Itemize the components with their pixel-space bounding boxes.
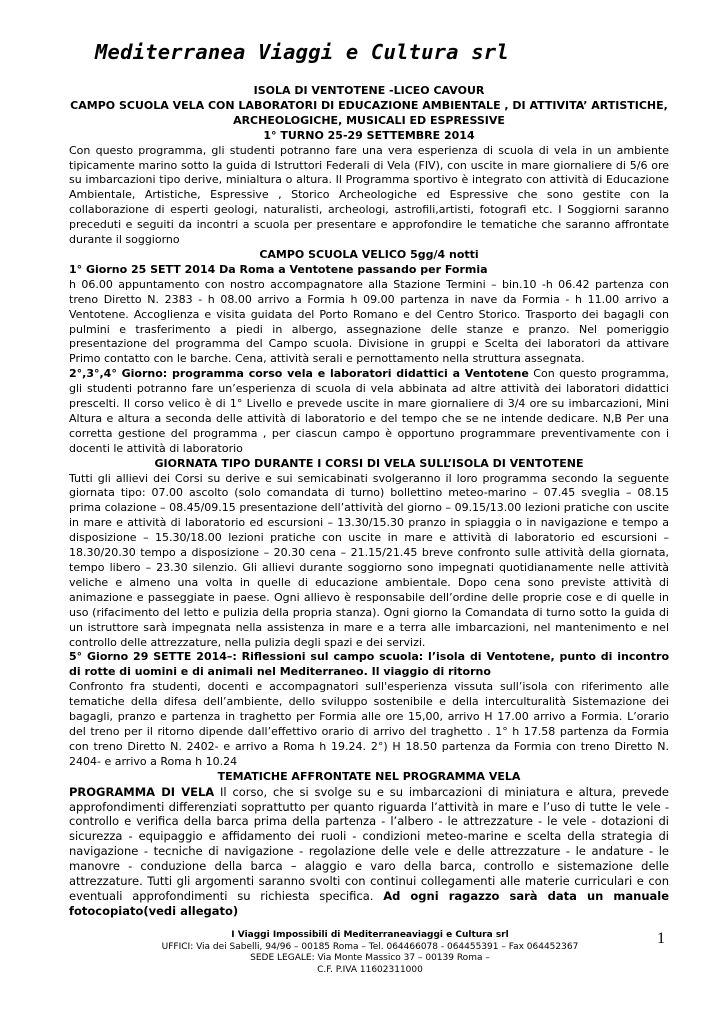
- page-footer: [110, 930, 630, 976]
- day1-text: h 06.00 appuntamento con nostro accompagnatore alla Stazione Termini – bin.10 -h 06.42 partenza con treno Diretto N. 2383 - h 08.00 arrivo a Formia h 09.00 partenza in nave da Formia - h 11.00 arrivo a Ventotene. Accoglienza e visita guidata del Porto Romano e del Centro Storico. Trasporto dei bagagli con pulmini e trasferimento a piedi in albergo, assegnazione delle stanze e pranzo. Nel pomeriggio presentazione del programma del Campo scuola. Divisione in gruppi e Scelta dei laboratori da attivare Primo contatto con le barche. Cena, attività serali e pernottamento nella struttura assegnata.: [69, 277, 669, 366]
- footer-line-2: UFFICI: Via dei Sabelli, 94/96 – 00185 Roma – Tel. 064466078 - 064455391 – Fax 064452367: [161, 941, 579, 952]
- footer-line-4: C.F. P.IVA 11602311000: [317, 964, 423, 975]
- document-body: [69, 84, 669, 919]
- title-line-2: CAMPO SCUOLA VELA CON LABORATORI DI EDUCAZIONE AMBIENTALE , DI ATTIVITA’ ARTISTICHE, ARCHEOLOGICHE, MUSICALI ED ESPRESSIVE: [70, 98, 668, 127]
- manual-note: Ad ogni ragazzo sarà data un manuale fotocopiato(vedi allegato): [69, 888, 670, 918]
- page-number: 1: [657, 930, 665, 947]
- typical-day-heading: GIORNATA TIPO DURANTE I CORSI DI VELA SULL’ISOLA DI VENTOTENE: [154, 456, 584, 470]
- days234-section: [69, 367, 669, 456]
- sailing-program-label: PROGRAMMA DI VELA: [69, 784, 215, 799]
- intro-paragraph: Con questo programma, gli studenti potranno fare una vera esperienza di scuola di vela in un ambiente tipicamente marino sotto la guida di Istruttori Federali di Vela (FIV), con uscite in mare giornaliere di 5/6 ore su imbarcazioni tipo derive, minialtura o altura. Il Programma sportivo è integrato con attività di Educazione Ambientale, Artistiche, Espressive , Storico Archeologiche ed Espressive che sono gestite con la collaborazione di esperti geologi, naturalisti, archeologi, astrofili,artisti, fotografi etc. I Soggiorni saranno preceduti e seguiti da incontri a scuola per presentare e approfondire le tematiche che saranno affrontate durante il soggiorno: [69, 143, 669, 247]
- footer-line-1: I Viaggi Impossibili di Mediterraneaviaggi e Cultura srl: [231, 930, 509, 940]
- footer-line-3: SEDE LEGALE: Via Monte Massico 37 – 00139 Roma –: [250, 953, 490, 963]
- days234-heading: 2°,3°,4° Giorno: programma corso vela e laboratori didattici a Ventotene: [69, 367, 529, 381]
- themes-section: [69, 785, 669, 919]
- title-line-1: ISOLA DI VENTOTENE -LICEO CAVOUR: [253, 84, 485, 97]
- day1-heading: 1° Giorno 25 SETT 2014 Da Roma a Ventotene passando per Formia: [69, 262, 488, 276]
- day5-text: Confronto fra studenti, docenti e accompagnatori sull'esperienza vissuta sull’isola con riferimento alle tematiche della difesa dell’ambiente, dello sviluppo sostenibile e della interculturalità Sistemazione dei bagagli, pranzo e partenza in traghetto per Formia alle ore 15,00, arrivo H 17.00 arrivo a Formia. L’orario del treno per il ritorno dipende dall’effettivo orario di arrivo del traghetto . 1° h 17.58 partenza da Formia con treno Diretto N. 2402- e arrivo a Roma h 19.24. 2°) H 18.50 partenza da Formia con treno Diretto N. 2404- e arrivo a Roma h 10.24: [69, 680, 669, 768]
- themes-text: Il corso, che si svolge su e su imbarcazioni di miniatura e altura, prevede approfondimenti differenziati soprattutto per quanto riguarda l’attività in mare e l’uso di tutte le vele - controllo e verifica della barca prima della partenza - l’albero - le attrezzature - le vele - dotazioni di sicurezza - equipaggio e affidamento dei ruoli - condizioni meteo-marine e scelta della strategia di navigazione - tecniche di navigazione - regolazione delle vele e delle attrezzature - le andature - le manovre - conduzione della barca – alaggio e varo della barca, controllo e sistemazione delle attrezzature. Tutti gli argomenti saranno svolti con continui collegamenti alle materie curriculari e con eventuali approfondimenti su richiesta specifica.: [69, 784, 670, 903]
- themes-heading: TEMATICHE AFFRONTATE NEL PROGRAMMA VELA: [217, 769, 521, 783]
- company-name: Mediterranea Viaggi e Cultura srl: [95, 40, 509, 64]
- typical-day-text: Tutti gli allievi dei Corsi su derive e sui semicabinati svolgeranno il loro programma secondo la seguente giornata tipo: 07.00 ascolto (solo comandata di turno) bollettino meteo-marino – 07.45 sveglia – 08.15 prima colazione – 08.45/09.15 presentazione dell’attività del giorno – 09.15/13.00 lezioni pratiche con uscite in mare e attività di laboratorio ed escursioni – 13.30/15.30 pranzo in spiaggia o in navigazione e tempo a disposizione – 15.30/18.00 lezioni pratiche con uscite in mare e attività di laboratorio ed escursioni – 18.30/20.30 tempo a disposizione – 20.30 cena – 21.15/21.45 breve confronto sulle attività della giornata, tempo libero – 23.30 silenzio. Gli allievi durante soggiorno sono impegnati quotidianamente nelle attività veliche e almeno una volta in quelle di educazione ambientale. Dopo cena sono previste attività di animazione e passeggiate in paese. Ogni allievo è responsabile dell’ordine delle proprie cose e di quelle in uso (rifacimento del letto e pulizia della propria stanza). Ogni giorno la Comandata di turno sotto la guida di un istruttore sarà impegnata nella assistenza in mare e a terra alle imbarcazioni, nel mantenimento e nel controllo delle attrezzature, nella pulizia degli spazi e dei servizi.: [69, 471, 669, 649]
- title-line-3: 1° TURNO 25-29 SETTEMBRE 2014: [263, 128, 475, 142]
- camp-heading: CAMPO SCUOLA VELICO 5gg/4 notti: [259, 247, 479, 261]
- days234-text: Con questo programma, gli studenti potranno fare un’esperienza di scuola di vela abbinata ad altre attività dei laboratori didattici prescelti. Il corso velico è di 1° Livello e prevede uscite in mare giornaliere di 3/4 ore su imbarcazioni, Mini Altura e altura a seconda delle attività di laboratorio e del tempo che se ne intende dedicare. N,B Per una corretta gestione del programma , per ciascun campo è opportuno programmare preventivamente con i docenti le attività di laboratorio: [69, 367, 670, 455]
- day5-heading: 5° Giorno 29 SETTE 2014–: Riflessioni sul campo scuola: l’isola di Ventotene, punto di incontro di rotte di uomini e di animali nel Mediterraneo. Il viaggio di ritorno: [69, 650, 669, 679]
